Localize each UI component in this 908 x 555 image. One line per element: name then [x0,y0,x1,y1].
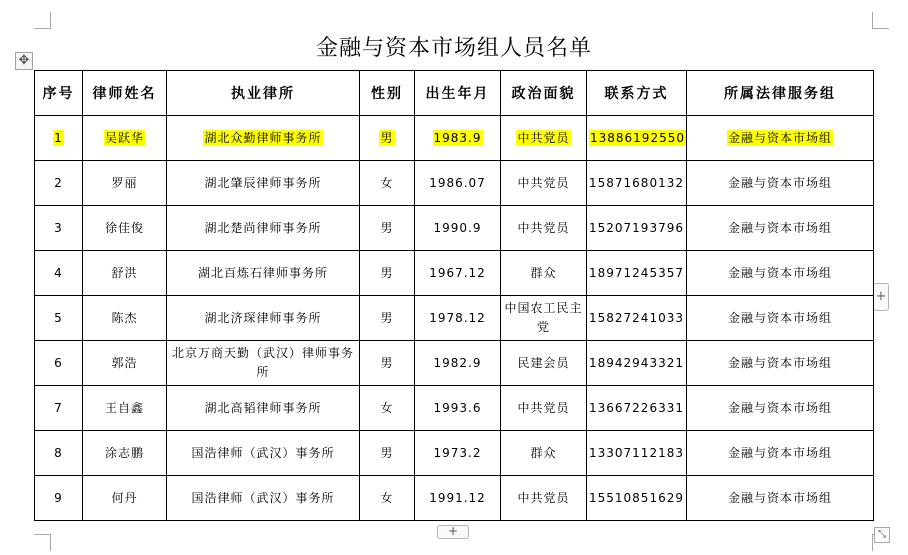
cell-phone[interactable]: 18942943321 [587,341,687,386]
cell-law-firm[interactable]: 湖北肇辰律师事务所 [167,161,360,206]
table-row [35,386,874,431]
cell-birth-date[interactable]: 1993.6 [415,386,501,431]
column-header[interactable]: 律师姓名 [83,71,167,116]
cell-phone[interactable]: 15827241033 [587,296,687,341]
cell-political-status[interactable]: 中共党员 [501,476,587,521]
cell-index[interactable]: 6 [35,341,83,386]
cell-gender[interactable]: 男 [360,296,415,341]
cell-gender[interactable]: 男 [360,206,415,251]
cell-index[interactable]: 3 [35,206,83,251]
cell-service-group[interactable]: 金融与资本市场组 [687,341,874,386]
cell-gender[interactable]: 女 [360,386,415,431]
cell-index[interactable]: 7 [35,386,83,431]
add-column-button[interactable]: + [873,283,889,311]
cell-service-group[interactable] [687,116,874,161]
cell-lawyer-name[interactable]: 舒洪 [83,251,167,296]
cell-phone[interactable]: 15510851629 [587,476,687,521]
cell-index[interactable] [35,116,83,161]
cell-service-group[interactable]: 金融与资本市场组 [687,296,874,341]
cell-service-group[interactable]: 金融与资本市场组 [687,476,874,521]
cell-lawyer-name[interactable]: 涂志鹏 [83,431,167,476]
cell-index[interactable]: 2 [35,161,83,206]
cell-lawyer-name[interactable]: 罗丽 [83,161,167,206]
cell-index[interactable]: 5 [35,296,83,341]
roster-table [34,70,874,521]
cell-birth-date[interactable]: 1982.9 [415,341,501,386]
cell-lawyer-name[interactable]: 陈杰 [83,296,167,341]
highlighted-text: 金融与资本市场组 [727,130,832,145]
table-row [35,341,874,386]
page-title: 金融与资本市场组人员名单 [315,36,592,61]
cell-law-firm[interactable]: 湖北高韬律师事务所 [167,386,360,431]
cell-phone[interactable]: 13307112183 [587,431,687,476]
table-row [35,476,874,521]
margin-corner-top-right [872,12,889,29]
cell-service-group[interactable]: 金融与资本市场组 [687,386,874,431]
cell-law-firm[interactable]: 湖北楚尚律师事务所 [167,206,360,251]
cell-political-status[interactable] [501,116,587,161]
add-row-button[interactable]: + [437,525,469,539]
table-row [35,251,874,296]
cell-lawyer-name[interactable]: 徐佳俊 [83,206,167,251]
cell-political-status[interactable]: 群众 [501,251,587,296]
table-header-row [35,71,874,116]
cell-index[interactable]: 9 [35,476,83,521]
cell-law-firm[interactable]: 国浩律师（武汉）事务所 [167,476,360,521]
cell-birth-date[interactable]: 1986.07 [415,161,501,206]
cell-lawyer-name[interactable]: 何丹 [83,476,167,521]
cell-political-status[interactable]: 中国农工民主党 [501,296,587,341]
column-header[interactable]: 序号 [35,71,83,116]
cell-birth-date[interactable]: 1991.12 [415,476,501,521]
cell-index[interactable]: 4 [35,251,83,296]
cell-law-firm[interactable]: 北京万商天勤（武汉）律师事务所 [167,341,360,386]
cell-gender[interactable] [360,116,415,161]
cell-phone[interactable]: 15871680132 [587,161,687,206]
cell-birth-date[interactable] [415,116,501,161]
column-header[interactable]: 所属法律服务组 [687,71,874,116]
highlighted-text: 13886192550 [590,130,685,145]
table-row [35,161,874,206]
cell-lawyer-name[interactable]: 郭浩 [83,341,167,386]
cell-political-status[interactable]: 中共党员 [501,206,587,251]
highlighted-text: 1983.9 [433,130,482,145]
cell-phone[interactable] [587,116,687,161]
cell-gender[interactable]: 女 [360,161,415,206]
cell-gender[interactable]: 男 [360,341,415,386]
cell-gender[interactable]: 女 [360,476,415,521]
cell-political-status[interactable]: 中共党员 [501,386,587,431]
cell-phone[interactable]: 18971245357 [587,251,687,296]
margin-corner-bottom-left [34,534,51,551]
cell-political-status[interactable]: 中共党员 [501,161,587,206]
cell-gender[interactable]: 男 [360,431,415,476]
table-move-handle-icon[interactable]: ✥ [15,52,33,70]
cell-political-status[interactable]: 群众 [501,431,587,476]
cell-law-firm[interactable] [167,116,360,161]
cell-birth-date[interactable]: 1967.12 [415,251,501,296]
column-header[interactable]: 执业律所 [167,71,360,116]
table-row [35,206,874,251]
table-body [35,116,874,521]
cell-phone[interactable]: 15207193796 [587,206,687,251]
table-row [35,116,874,161]
cell-birth-date[interactable]: 1990.9 [415,206,501,251]
column-header[interactable]: 联系方式 [587,71,687,116]
cell-service-group[interactable]: 金融与资本市场组 [687,206,874,251]
cell-birth-date[interactable]: 1973.2 [415,431,501,476]
cell-law-firm[interactable]: 湖北百炼石律师事务所 [167,251,360,296]
cell-lawyer-name[interactable]: 王自鑫 [83,386,167,431]
cell-political-status[interactable]: 民建会员 [501,341,587,386]
cell-gender[interactable]: 男 [360,251,415,296]
highlighted-text: 1 [54,130,63,145]
highlighted-text: 中共党员 [517,130,570,145]
cell-index[interactable]: 8 [35,431,83,476]
highlighted-text: 湖北众勤律师事务所 [204,130,322,145]
column-header[interactable]: 政治面貌 [501,71,587,116]
cell-lawyer-name[interactable] [83,116,167,161]
cell-service-group[interactable]: 金融与资本市场组 [687,251,874,296]
cell-service-group[interactable]: 金融与资本市场组 [687,161,874,206]
cell-law-firm[interactable]: 湖北济琛律师事务所 [167,296,360,341]
table-row [35,296,874,341]
cell-law-firm[interactable]: 国浩律师（武汉）事务所 [167,431,360,476]
highlighted-text: 吴跃华 [104,130,144,145]
margin-corner-top-left [34,12,51,29]
column-header[interactable]: 出生年月 [415,71,501,116]
cell-birth-date[interactable]: 1978.12 [415,296,501,341]
table-row [35,431,874,476]
highlighted-text: 男 [380,130,394,145]
cell-phone[interactable]: 13667226331 [587,386,687,431]
table-resize-handle-icon[interactable]: ⤡ [874,527,890,543]
cell-service-group[interactable]: 金融与资本市场组 [687,431,874,476]
column-header[interactable]: 性别 [360,71,415,116]
